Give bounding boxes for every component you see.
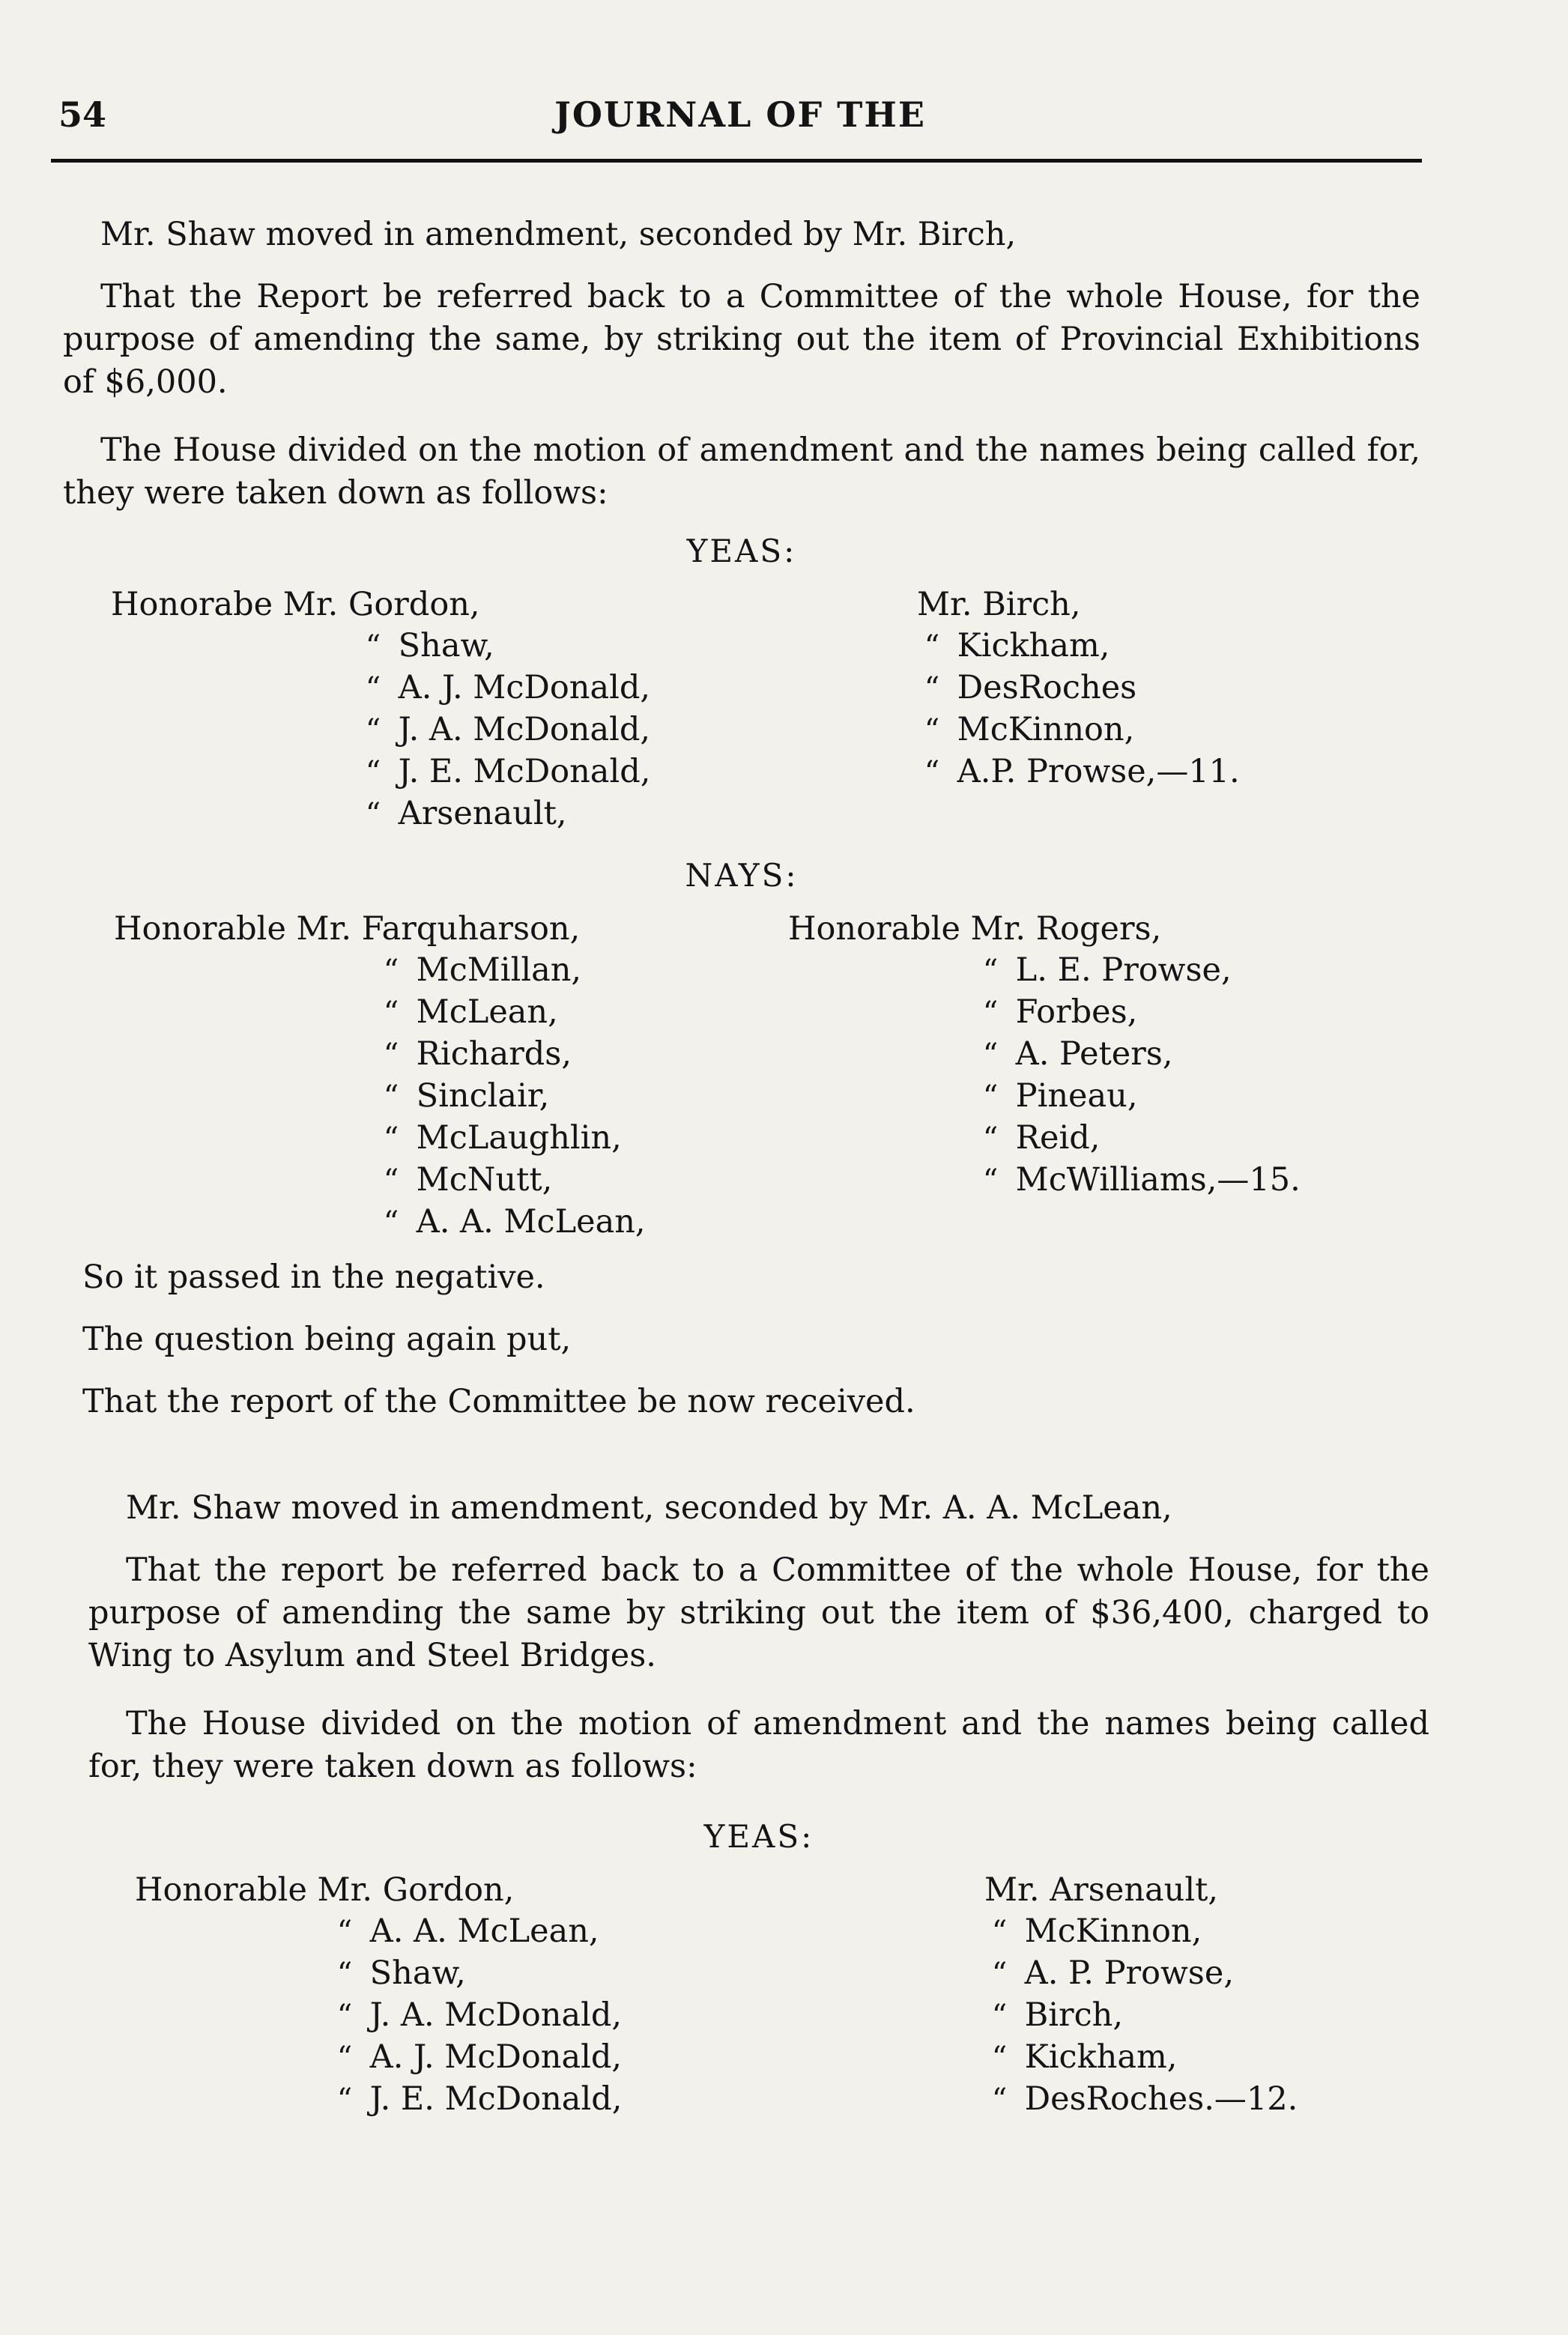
voter: A. J. McDonald,	[369, 2038, 623, 2076]
voter: J. A. McDonald,	[369, 1996, 623, 2034]
voter: Kickham,	[957, 627, 1110, 664]
nays-heading-1: NAYS:	[685, 857, 799, 894]
voter: Shaw,	[398, 627, 494, 664]
voter: A. Peters,	[1015, 1035, 1173, 1073]
voter: McNutt,	[416, 1161, 553, 1199]
division-1	[63, 213, 1420, 1423]
yeas-heading-2: YEAS:	[703, 1818, 814, 1855]
motion-1: Mr. Shaw moved in amendment, seconded by Mr. Birch,	[100, 216, 1017, 253]
amendment-1-text: That the Report be referred back to a Committee of the whole House, for the purpose of amending the same, by striking out the item of Provincial Exhibitions of $6,000.	[63, 278, 1420, 401]
running-head: JOURNAL OF THE	[554, 94, 926, 135]
nays-list-1	[63, 909, 1420, 1246]
nays-1-right: Honorable Mr. Rogers, “ L. E. Prowse, “ Forbes, “ A. Peters, “ Pineau, “ Reid, “ McWilliams,—15.	[788, 909, 1301, 1202]
voter-lead: Honorable Mr. Rogers,	[788, 910, 1162, 948]
voter: J. A. McDonald,	[398, 711, 651, 748]
voter: A. P. Prowse,	[1024, 1954, 1234, 1992]
voter: A.P. Prowse,—11.	[957, 753, 1240, 790]
voter-lead: Mr. Birch,	[917, 586, 1081, 623]
voter: DesRoches.—12.	[1024, 2080, 1298, 2118]
voter-lead: Honorable Mr. Gordon,	[135, 1871, 515, 1909]
voter: Birch,	[1024, 1996, 1124, 2034]
voter: Shaw,	[369, 1954, 466, 1992]
motion-2: Mr. Shaw moved in amendment, seconded by Mr. A. A. McLean,	[126, 1489, 1172, 1527]
voter: McMillan,	[416, 951, 582, 989]
voter: Forbes,	[1015, 993, 1138, 1031]
yeas-list-1	[63, 584, 1420, 839]
division-2-statement: The House divided on the motion of amendment and the names being called for, they were taken down as follows:	[88, 1705, 1429, 1785]
voter: Arsenault,	[398, 795, 567, 832]
voter-lead: Honorabe Mr. Gordon,	[111, 586, 480, 623]
amendment-2-text: That the report be referred back to a Committee of the whole House, for the purpose of amending the same by striking out the item of $36,400, charged to Wing to Asylum and Steel Bridges.	[88, 1551, 1429, 1674]
voter: DesRoches	[957, 669, 1137, 706]
voter: Reid,	[1015, 1119, 1101, 1157]
voter: McKinnon,	[957, 711, 1135, 748]
yeas-heading-1: YEAS:	[686, 533, 797, 569]
voter: McLaughlin,	[416, 1119, 622, 1157]
voter: A. A. McLean,	[416, 1203, 646, 1241]
voter: Kickham,	[1024, 2038, 1178, 2076]
voter: L. E. Prowse,	[1015, 951, 1232, 989]
question-again: The question being again put,	[82, 1321, 572, 1358]
voter: McWilliams,—15.	[1015, 1161, 1301, 1199]
voter: McLean,	[416, 993, 558, 1031]
yeas-list-2	[88, 1870, 1429, 2124]
voter: J. E. McDonald,	[398, 753, 651, 790]
yeas-1-left: Honorabe Mr. Gordon, “ Shaw, “ A. J. McDonald, “ J. A. McDonald, “ J. E. McDonald, “ Arsenault,	[111, 584, 650, 835]
report-received: That the report of the Committee be now received.	[82, 1383, 915, 1420]
page-header	[58, 90, 1422, 142]
voter-lead: Honorable Mr. Farquharson,	[114, 910, 581, 948]
yeas-2-right: Mr. Arsenault, “ McKinnon, “ A. P. Prowse, “ Birch, “ Kickham, “ DesRoches.—12.	[984, 1870, 1298, 2121]
voter: A. J. McDonald,	[398, 669, 651, 706]
division-1-statement: The House divided on the motion of amendment and the names being called for, they were taken down as follows:	[63, 431, 1420, 512]
result-1: So it passed in the negative.	[82, 1259, 545, 1296]
voter: McKinnon,	[1024, 1912, 1202, 1950]
nays-1-left: Honorable Mr. Farquharson, “ McMillan, “ McLean, “ Richards, “ Sinclair, “ McLaughlin, “ McNutt, “ A. A. McLean,	[114, 909, 646, 1244]
voter: Richards,	[416, 1035, 572, 1073]
page-number: 54	[58, 94, 107, 135]
voter: Pineau,	[1015, 1077, 1138, 1115]
division-2	[88, 1487, 1429, 2124]
yeas-1-right: Mr. Birch, “ Kickham, “ DesRoches “ McKinnon, “ A.P. Prowse,—11.	[917, 584, 1240, 793]
voter: A. A. McLean,	[369, 1912, 599, 1950]
voter: J. E. McDonald,	[369, 2080, 623, 2118]
voter: Sinclair,	[416, 1077, 550, 1115]
header-rule	[51, 159, 1422, 163]
yeas-2-left: Honorable Mr. Gordon, “ A. A. McLean, “ Shaw, “ J. A. McDonald, “ A. J. McDonald, “ J. E. McDonald,	[135, 1870, 622, 2121]
voter-lead: Mr. Arsenault,	[984, 1871, 1219, 1909]
